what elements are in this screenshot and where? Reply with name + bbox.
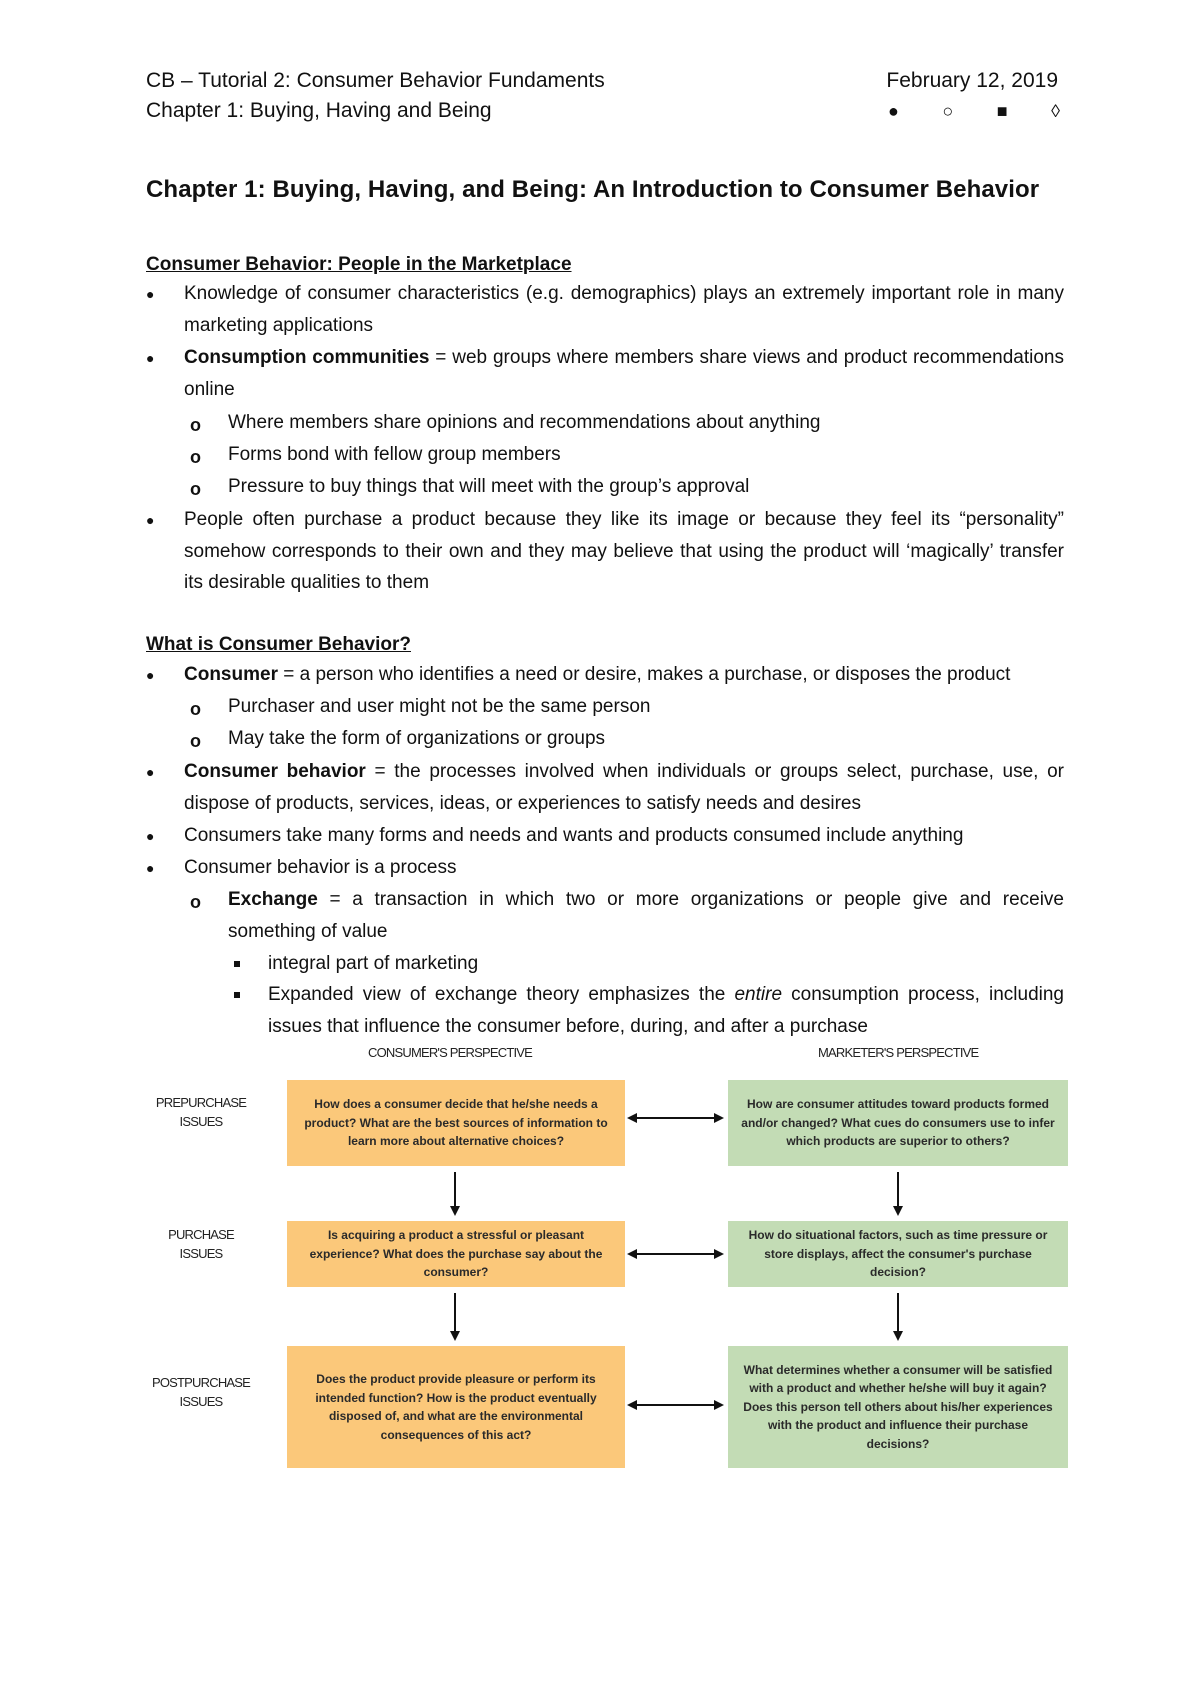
list-item: Expanded view of exchange theory emphasizes the entire consumption process, including issues that influence the consumer before, during, and after a purchase (268, 984, 1064, 1037)
list-item: May take the form of organizations or groups (228, 728, 606, 749)
section-heading-what-is-cb: What is Consumer Behavior? (146, 634, 411, 655)
header-date: February 12, 2019 (886, 69, 1058, 92)
page-title: Chapter 1: Buying, Having, and Being: An Introduction to Consumer Behavior (146, 176, 1040, 203)
chapter-subtitle: Chapter 1: Buying, Having and Being (146, 99, 492, 122)
list-item: Consumer behavior is a process (184, 857, 457, 878)
sub-bullet-icon: o (190, 479, 201, 499)
list-item: Exchange = a transaction in which two or more organizations or people give and receive something of value (228, 889, 1064, 942)
consumer-perspective-header: CONSUMER'S PERSPECTIVE (368, 1045, 533, 1060)
hollow-circle-symbol: ○ (942, 100, 954, 121)
list-item: Consumer behavior = the processes involved when individuals or groups select, purchase, use, or dispose of products, services, ideas, or experiences to satisfy needs and desires (184, 761, 1064, 814)
marketer-prepurchase-box: How are consumer attitudes toward products formed and/or changed? What cues do consumers use to infer which products are superior to others? (728, 1080, 1068, 1166)
term-consumption-communities: Consumption communities (184, 347, 430, 368)
bullet-icon: ● (146, 860, 155, 876)
consumer-postpurchase-box: Does the product provide pleasure or perform its intended function? How is the product eventually disposed of, and what are the environmental consequences of this act? (287, 1346, 625, 1468)
list-item: Forms bond with fellow group members (228, 444, 561, 465)
sub-bullet-icon: o (190, 415, 201, 435)
row-label-prepurchase: PREPURCHASE ISSUES (155, 1095, 247, 1129)
bullet-icon: ● (146, 764, 155, 780)
term-exchange: Exchange (228, 889, 318, 910)
term-consumer: Consumer (184, 664, 278, 685)
sub-bullet-icon: o (190, 447, 201, 467)
bullet-icon: ● (146, 828, 155, 844)
filled-square-symbol: ■ (996, 100, 1008, 121)
list-item: Consumers take many forms and needs and wants and products consumed include anything (184, 825, 964, 846)
term-consumer-behavior: Consumer behavior (184, 761, 366, 782)
list-item: Consumer = a person who identifies a need or desire, makes a purchase, or disposes the product (184, 664, 1011, 685)
sub-bullet-icon: o (190, 892, 201, 912)
sub-bullet-icon: o (190, 731, 201, 751)
sub-bullet-icon: o (190, 699, 201, 719)
bullet-icon: ● (146, 512, 155, 528)
list-item: Where members share opinions and recommendations about anything (228, 412, 821, 433)
bullet-icon: ● (146, 286, 155, 302)
bullet-icon: ● (146, 667, 155, 683)
section-heading-marketplace: Consumer Behavior: People in the Marketplace (146, 254, 572, 275)
doc-title: CB – Tutorial 2: Consumer Behavior Fundaments (146, 69, 605, 92)
list-item: Purchaser and user might not be the same person (228, 696, 651, 717)
marketer-purchase-box: How do situational factors, such as time pressure or store displays, affect the consumer's purchase decision? (728, 1221, 1068, 1287)
bullet-icon: ● (146, 350, 155, 366)
list-item: integral part of marketing (268, 953, 479, 974)
marketer-postpurchase-box: What determines whether a consumer will be satisfied with a product and whether he/she will buy it again? Does this person tell others about his/her experiences with the product and influence their purchase decisions? (728, 1346, 1068, 1468)
list-item: Pressure to buy things that will meet with the group’s approval (228, 476, 750, 497)
list-item: People often purchase a product because they like its image or because they feel its “personality” somehow corresponds to their own and they may believe that using the product will ‘magically’ transfer its desirable qualities to them (184, 509, 1064, 593)
list-item: Consumption communities = web groups where members share views and product recommendations online (184, 347, 1064, 400)
list-item: Knowledge of consumer characteristics (e.g. demographics) plays an extremely important role in many marketing applications (184, 283, 1064, 336)
row-label-purchase: PURCHASE ISSUES (168, 1227, 234, 1261)
filled-circle-symbol: ● (888, 100, 899, 121)
row-label-postpurchase: POSTPURCHASE ISSUES (151, 1375, 251, 1409)
marketer-perspective-header: MARKETER'S PERSPECTIVE (818, 1045, 979, 1060)
diamond-symbol: ◊ (1051, 100, 1060, 121)
consumer-purchase-box: Is acquiring a product a stressful or pleasant experience? What does the purchase say about the consumer? (287, 1221, 625, 1287)
consumer-prepurchase-box: How does a consumer decide that he/she needs a product? What are the best sources of information to learn more about alternative choices? (287, 1080, 625, 1166)
